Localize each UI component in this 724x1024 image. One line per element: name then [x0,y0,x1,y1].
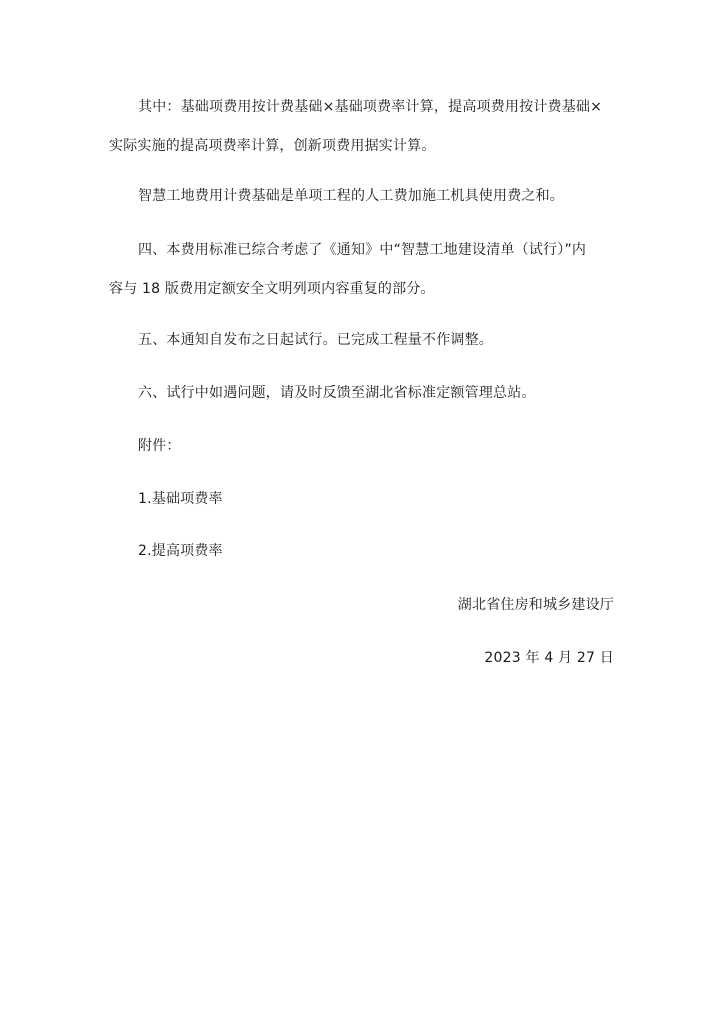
paragraph-formula-line-1: 其中：基础项费用按计费基础×基础项费率计算，提高项费用按计费基础× [138,99,603,115]
paragraph-item-five: 五、本通知自发布之日起试行。已完成工程量不作调整。 [138,332,493,348]
paragraph-item-six: 六、试行中如遇问题，请及时反馈至湖北省标准定额管理总站。 [138,385,536,401]
paragraph-item-four-line-2: 容与 18 版费用定额安全文明列项内容重复的部分。 [109,281,435,297]
issue-date: 2023 年 4 月 27 日 [484,650,614,666]
attachment-item-2: 2.提高项费率 [138,543,223,559]
attachment-item-1: 1.基础项费率 [138,491,223,507]
paragraph-item-four-line-1: 四、本费用标准已综合考虑了《通知》中“智慧工地建设清单（试行）”内 [138,242,587,258]
attachments-label: 附件： [138,438,181,454]
paragraph-formula-line-2: 实际实施的提高项费率计算，创新项费用据实计算。 [109,138,436,154]
paragraph-smart-site-basis: 智慧工地费用计费基础是单项工程的人工费加施工机具使用费之和。 [138,188,564,204]
issuer-signature: 湖北省住房和城乡建设厅 [457,597,614,613]
